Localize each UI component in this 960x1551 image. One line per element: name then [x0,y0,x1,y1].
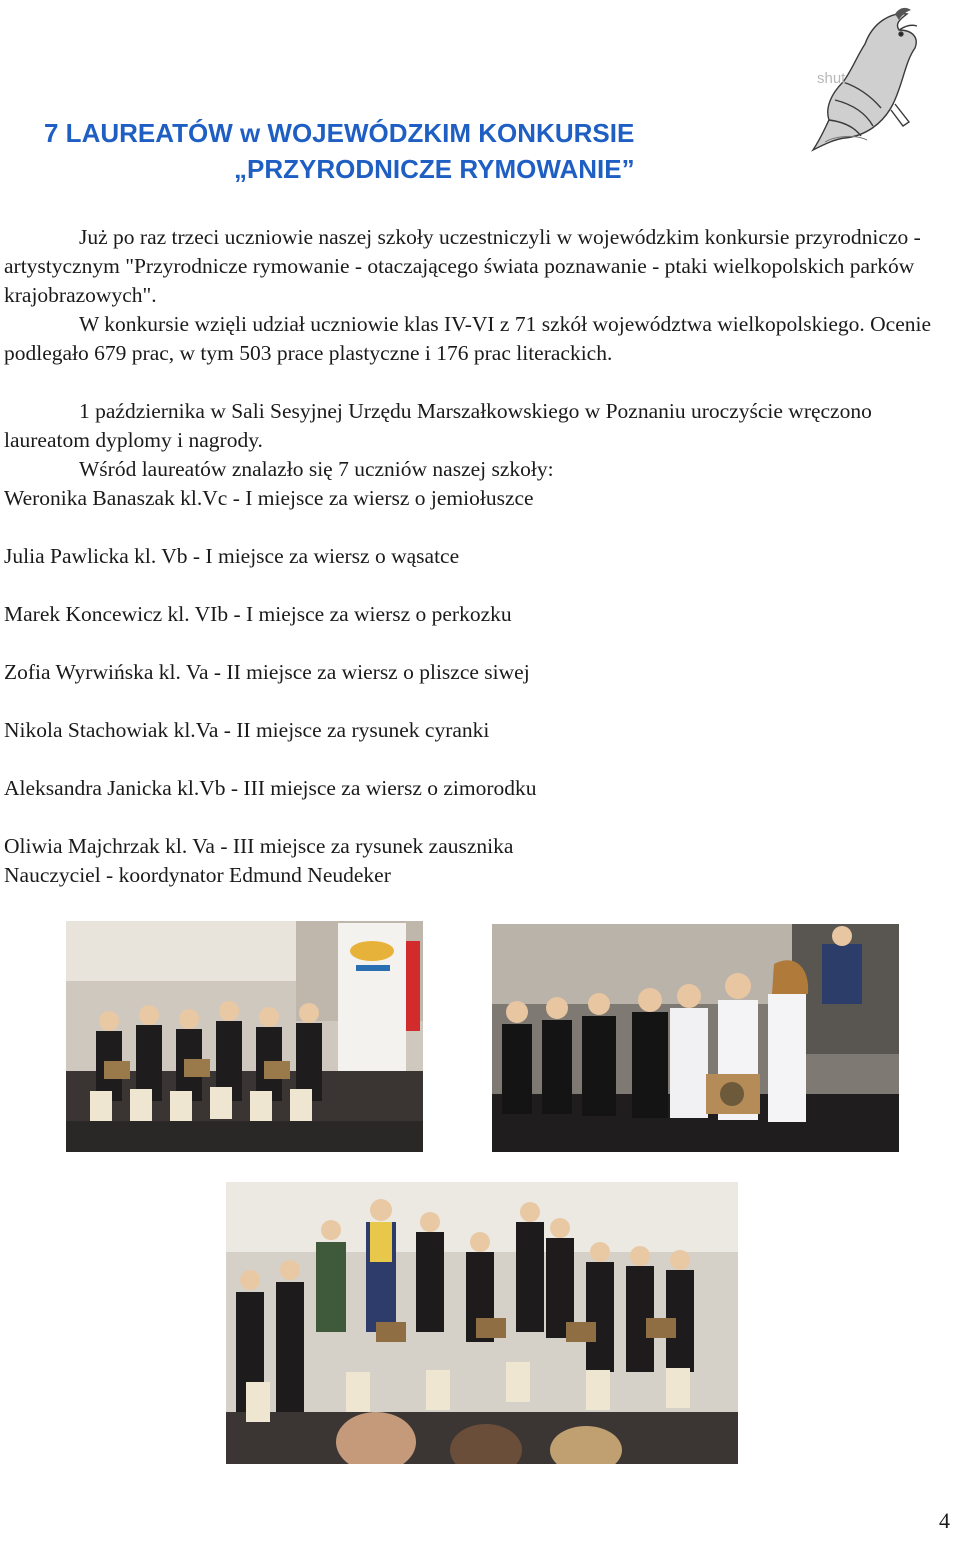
bird-waxwing-icon [795,4,930,154]
laureates-intro: Wśród laureatów znalazło się 7 uczniów naszej szkoły: [79,457,554,481]
ceremony-paragraph: 1 października w Sali Sesyjnej Urzędu Marszałkowskiego w Poznaniu uroczyście wręczono laureatom dyplomy i nagrody. [4,399,872,452]
teacher-line: Nauczyciel - koordynator Edmund Neudeker [4,863,391,887]
photo-ceremony-left [66,921,423,1152]
laureate-item: Oliwia Majchrzak kl. Va - III miejsce za rysunek zausznika [4,834,514,858]
laureate-item: Aleksandra Janicka kl.Vb - III miejsce za wiersz o zimorodku [4,776,537,800]
page-subtitle: „PRZYRODNICZE RYMOWANIE” [234,154,635,184]
intro-paragraph: Już po raz trzeci uczniowie naszej szkoły uczestniczyli w wojewódzkim konkursie przyrodniczo - artystycznym "Przyrodnicze rymowanie - otaczającego świata poznawanie - ptaki wielkopolskich parków krajobrazowych". [4,225,921,307]
laureate-item: Zofia Wyrwińska kl. Va - II miejsce za wiersz o pliszce siwej [4,660,530,684]
photo-ceremony-right [492,924,899,1152]
photo-ceremony-bottom [226,1182,738,1464]
laureate-item: Marek Koncewicz kl. VIb - I miejsce za wiersz o perkozku [4,602,512,626]
page-number: 4 [939,1508,950,1533]
laureate-item: Nikola Stachowiak kl.Va - II miejsce za rysunek cyranki [4,718,490,742]
laureate-item: Weronika Banaszak kl.Vc - I miejsce za wiersz o jemiołuszce [4,486,534,510]
participants-paragraph: W konkursie wzięli udział uczniowie klas IV-VI z 71 szkół województwa wielkopolskiego. Ocenie podlegało 679 prac, w tym 503 prace plastyczne i 176 prac literackich. [4,312,932,365]
page-title: 7 LAUREATÓW w WOJEWÓDZKIM KONKURSIE [44,118,635,148]
logo-watermark-text: shut [817,70,846,87]
laureate-item: Julia Pawlicka kl. Vb - I miejsce za wiersz o wąsatce [4,544,460,568]
